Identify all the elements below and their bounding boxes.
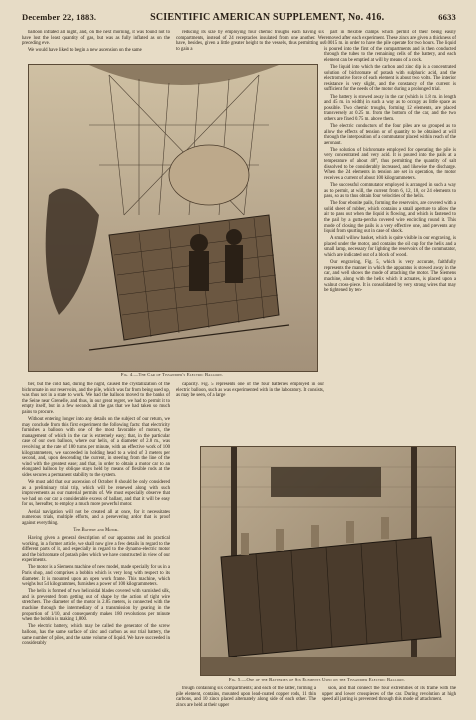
paragraph: The solution of bichromate employed for operating the pile is very concentrated and very acid. It is poured into the pails at a temperature of about 40°, thus permitting the quantity of salt dissolved to be considerably increased, and likewise the discharge. When the 24 elements in tension are set in operation, the motor receives a current of about 100 kilogrammeters. xyxy=(324,147,456,181)
bottom-right-text xyxy=(322,686,456,714)
figure-balloon-car xyxy=(28,64,318,372)
paragraph: A small willow basket, which is quite visible in our engraving, is placed under the motor, and contains the oil cup for the helix and a small lamp, necessary for lighting the reservoirs of the commutator, which are indicated out of a block of wood. xyxy=(324,236,456,259)
paragraph: The motor is a Siemens machine of new model, made specially for us in a Paris shop, and comprises a bobbin which is very long with respect to its diameter. It is mounted upon an open work frame. This machine, which weighs but 54 kilogrammes, furnishes a power of 100 kilogrammeters. xyxy=(22,565,170,588)
paragraph: Having given a general description of our apparatus and its practical working, in a former article, we shall now give a few details in regard to the different parts of it, and especially in regard to the dynamo-electric motor and the bichromate of potash piles which we have constructed in view of our experiments. xyxy=(22,535,170,564)
paragraph: Our engraving, Fig. 5, which is very accurate, faithfully represents the manner in which the apparatus is stowed away in the car, and well shows the mode of attaching the motor. The Siemens machine, along with the helix which it actuates, is placed upon a walnut cross-piece. It is consolidated by very strong wires that may be tightened by ten- xyxy=(324,260,456,294)
paragraph: Without entering longer into any details on the subject of our return, we may conclude from this first experiment the following facts: that electricity furnishes a balloon with one of the most favorable of motors, the management of which in the car is extremely easy; that, in the particular case of our own balloon, where our helix, of a diameter of 2.8 m., was revolving at the rate of 180 turns per minute, with an effective work of 100 kilogrammeters, we succeeded in holding head to a wind of 3 meters per second, and, upon descending the current, in steering from the line of the wind with the greatest ease; and that, in order to obtain a motor car to an elongated balloon by oblique stays held by means of flexible rods at the sides secures a permanent stability to the system. xyxy=(22,417,170,478)
paragraph: sion, and that connect the four extremities of its frame with the upper and lower crosspieces of the car. During revolution at high speed all jarring is prevented through this mode of attachment. xyxy=(322,686,456,703)
figure-1-caption: Fig. 4.—The Car of Tissandier's Electric Balloon. xyxy=(120,372,224,377)
battery-engraving xyxy=(201,447,455,675)
figure-battery xyxy=(200,446,456,676)
paragraph: The liquid into which the carbon and zinc dip is a concentrated solution of bichromate of potash with sulphuric acid, and the electromotive force of each element is about two volts. The interior resistance is very slight, and the constancy of the current is sufficient for the needs of the motor during a prolonged trial. xyxy=(324,65,456,93)
paragraph: reducing its size by employing four chemic troughs each having six compartments, instead of 24 receptacles insulated from one another. We have, besides, given a little greater height to the vessels, thus permitting us to gain a xyxy=(176,30,324,52)
paragraph: tier, but the cold had, during the night, caused the crystallization of the bichromate in our reservoirs, and the pile, which was far from being used up, was thus not in a state to work. We had the balloon moved to the banks of the Seine near Grenelle, and thus, in our great regret, we had to permit it to empty itself, but in a few seconds all the gas that we had taken so much pains to procure. xyxy=(22,382,170,415)
section-heading: The Battery and Motor. xyxy=(73,528,119,534)
lower-left-text xyxy=(22,382,170,680)
paragraph: The four ebonite pails, forming the reservoirs, are covered with a solid sheet of rubber, which contains a small aperture to allow the air to pass out when the liquid is flowing, and which is fastened to the pail by a gutta-percha covered wire encircling round it. This mode of closing the pails is a very effective one, and prevents any liquid from spurting out in case of shock. xyxy=(324,201,456,235)
paragraph: We must add that our ascension of October 8 should be only considered as a preliminary trial trip, which will be renewed along with such improvements as our material permits of. We must especially observe that we had on our car a considerable excess of ballast, and that it will be easy for us, hereafter, to employ a much more powerful motor. xyxy=(22,480,170,508)
top-left-text xyxy=(22,30,170,62)
header-title: SCIENTIFIC AMERICAN SUPPLEMENT, No. 416. xyxy=(150,12,385,23)
right-column-text xyxy=(324,30,456,438)
paragraph: capacity. Fig. 5 represents one of the four batteries employed in our electric balloon, such as was experimented with in the laboratory. It consists, as may be seen, of a large xyxy=(176,382,324,399)
bottom-left-text xyxy=(176,686,316,714)
page-header xyxy=(22,12,456,26)
paragraph: The battery is stowed away in the car (which is 1.8 m. in length and 45 m. in width) in such a way as to occupy as little space as possible. Two chemic troughs, forming 12 elements, are placed transversely at 0.25 m. from the bottom of the car, and the two others are fixed 0.75 m. above them. xyxy=(324,94,456,122)
paragraph: The electric battery, which may be called the generator of the screw balloon, has the same surface of zinc and carbon as our trial battery, the same number of piles, and the same volume of liquid. We have succeeded in considerably xyxy=(22,624,170,647)
paragraph: The electric conductors of the four piles are so grouped as to allow the effects of tension or of quantity to be obtained at will through the interposition of a commutator placed within reach of the aeronaut. xyxy=(324,124,456,146)
paragraph: trough containing six compartments; and each of the latter, forming a pile element, contains, mounted upon lead-coated copper rods, 11 thin carbons, and 10 zincs placed alternately along side of each other. The zincs are held at their upper xyxy=(176,686,316,708)
top-middle-text xyxy=(176,30,324,62)
middle-lower-text xyxy=(176,382,324,440)
paragraph: The helix is formed of two helicoidal blades covered with varnished silk, and is prevented from getting out of shape by the action of tight wire stretchers. The diameter of the motor is 2.85 meters, is connected with the machine through the intermediary of a transmission by gearing in the proportion of 1/10, and consequently makes 180 revolutions per minute when the bobbin is making 1,800. xyxy=(22,589,170,623)
header-date: December 22, 1883. xyxy=(22,12,97,22)
paragraph: part in flexible clamps which permit of their being easily removed after each experiment. These zincs are given a thickness of 0.0015 m. in order to have the pile operate for two hours. The liquid is poured into the first of the compartments and is then conducted through the tubes to the remaining cells of the battery, and each element can be emptied at will by means of a cock. xyxy=(324,30,456,63)
paragraph: We would have liked to begin a new ascension on the same xyxy=(28,48,142,54)
header-page-number: 6633 xyxy=(438,12,456,22)
paragraph: The successful commutator employed is arranged in such a way as to permit, at will, the current from 6, 12, 18, or 24 elements to pass, so as to thus obtain four velocities of the helix. xyxy=(324,182,456,200)
paragraph: Aerial navigation will not be created all at once, for it necessitates numerous trials, multiple efforts, and a persevering ardor that is proof against everything. xyxy=(22,509,170,526)
balloon-car-engraving xyxy=(29,65,317,371)
paragraph: balloon inflated all night, and, on the next morning, it was found not to have lost the least quantity of gas, but was as fully inflated as on the preceding eve. xyxy=(22,30,170,47)
figure-2-caption: Fig. 5.—One of the Batteries of Six Elements Used on the Tissandier Electric Balloon. xyxy=(228,677,406,682)
